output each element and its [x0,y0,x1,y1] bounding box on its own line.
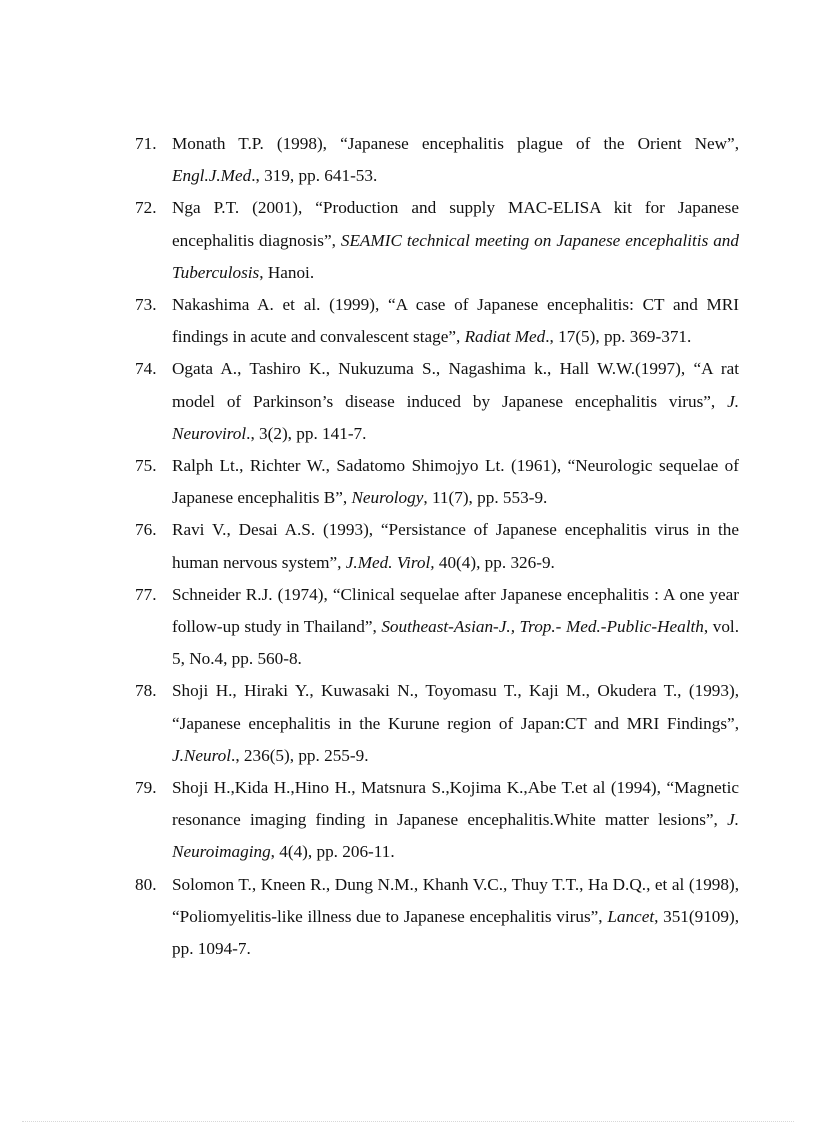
reference-text: Monath T.P. (1998), “Japanese encephalitis plague of the Orient New”, Engl.J.Med., 319, pp. 641-53. [172,134,739,186]
reference-text: Ravi V., Desai A.S. (1993), “Persistance of Japanese encephalitis virus in the human nervous system”, J.Med. Virol, 40(4), pp. 326-9. [172,520,739,572]
reference-text: Shoji H., Hiraki Y., Kuwasaki N., Toyomasu T., Kaji M., Okudera T., (1993), “Japanese encephalitis in the Kurune region of Japan:CT and MRI Findings”, J.Neurol., 236(5), pp. 255-9. [172,681,739,765]
reference-item [135,353,739,450]
journal-title: J.Med. Virol, [345,552,435,572]
reference-item [135,289,739,353]
reference-number: 80. [135,874,157,894]
journal-title: SEAMIC technical meeting on Japanese encephalitis and Tuberculosis [172,230,739,282]
journal-title: J.Neurol [172,745,232,765]
journal-title: Neurology [351,488,424,508]
reference-item [135,675,739,772]
reference-text: Schneider R.J. (1974), “Clinical sequelae after Japanese encephalitis : A one year follow-up study in Thailand”, Southeast-Asian-J., Trop.- Med.-Public-Health, vol. 5, No.4, pp. 560-8. [172,584,740,669]
reference-number: 76. [135,520,157,540]
reference-number: 78. [135,681,157,701]
reference-item [135,772,739,869]
page-bottom-divider [22,1121,794,1122]
reference-item [135,514,739,578]
reference-item [135,869,739,966]
journal-title: J. Neurovirol [172,391,739,443]
reference-list [135,128,739,965]
reference-number: 74. [135,359,157,379]
reference-number: 75. [135,456,157,476]
reference-text: Nga P.T. (2001), “Production and supply MAC-ELISA kit for Japanese encephalitis diagnosis”, SEAMIC technical meeting on Japanese encephalitis and Tuberculosis, Hanoi. [172,198,739,282]
reference-text: Nakashima A. et al. (1999), “A case of Japanese encephalitis: CT and MRI findings in acute and convalescent stage”, Radiat Med., 17(5), pp. 369-371. [172,295,739,347]
reference-number: 73. [135,295,157,315]
reference-item [135,128,739,192]
reference-number: 72. [135,198,157,218]
reference-number: 79. [135,778,157,798]
reference-text: Solomon T., Kneen R., Dung N.M., Khanh V.C., Thuy T.T., Ha D.Q., et al (1998), “Poliomyelitis-like illness due to Japanese encephalitis virus”, Lancet, 351(9109), pp. 1094-7. [172,874,739,959]
journal-title: Engl.J.Med [172,166,252,186]
reference-number: 77. [135,584,157,604]
reference-text: Shoji H.,Kida H.,Hino H., Matsnura S.,Kojima K.,Abe T.et al (1994), “Magnetic resonance imaging finding in Japanese encephalitis.White matter lesions”, J. Neuroimaging, 4(4), pp. 206-11. [172,778,739,862]
reference-item [135,579,739,676]
journal-title: Lancet [607,906,655,926]
reference-text: Ralph Lt., Richter W., Sadatomo Shimojyo Lt. (1961), “Neurologic sequelae of Japanese encephalitis B”, Neurology, 11(7), pp. 553-9. [172,456,739,508]
journal-title: J. Neuroimaging [172,810,739,862]
journal-title: Radiat Med [464,327,546,347]
reference-item [135,450,739,514]
journal-title: Southeast-Asian-J., Trop.- Med.-Public-Health [381,617,704,637]
reference-text: Ogata A., Tashiro K., Nukuzuma S., Nagashima k., Hall W.W.(1997), “A rat model of Parkinson’s disease induced by Japanese encephalitis virus”, J. Neurovirol., 3(2), pp. 141-7. [172,359,739,443]
reference-number: 71. [135,134,157,153]
reference-item [135,192,739,289]
